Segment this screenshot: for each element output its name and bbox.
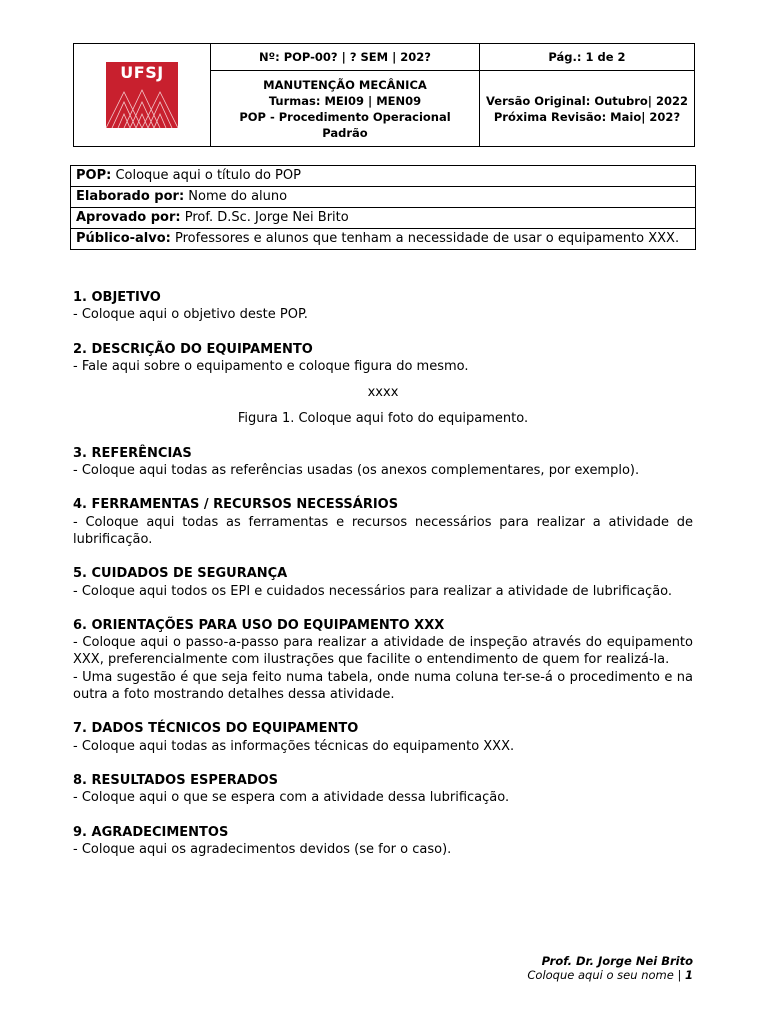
pop-title: Coloque aqui o título do POP xyxy=(115,168,301,183)
footer-author-name: Coloque aqui o seu nome | xyxy=(527,968,682,982)
section-references xyxy=(73,445,693,480)
figure-caption: Figura 1. Coloque aqui foto do equipamento. xyxy=(237,411,529,427)
section-equipment-description xyxy=(73,341,693,428)
section-text: - Coloque aqui o que se espera com a atividade dessa lubrificação. xyxy=(73,790,510,806)
section-acknowledgements xyxy=(73,824,693,859)
section-usage-guidelines xyxy=(73,617,693,703)
footer-page-number: 1 xyxy=(684,968,693,982)
class-list: Turmas: MEI09 | MEN09 xyxy=(268,93,422,108)
audience-text: Professores e alunos que tenham a necessidade de usar o equipamento XXX. xyxy=(175,231,680,246)
section-safety xyxy=(73,565,693,600)
figure-placeholder: xxxx xyxy=(367,385,399,401)
section-title: 8. RESULTADOS ESPERADOS xyxy=(73,772,279,788)
next-revision: Próxima Revisão: Maio| 202? xyxy=(493,109,681,124)
pop-label: POP: xyxy=(76,168,112,183)
section-text: - Coloque aqui os agradecimentos devidos (se for o caso). xyxy=(73,841,452,857)
document-header-table xyxy=(73,43,695,147)
approved-label: Aprovado por: xyxy=(76,210,181,225)
section-tools xyxy=(73,496,693,548)
ufsj-logo xyxy=(106,62,178,128)
pop-type: POP - Procedimento Operacional Padrão xyxy=(239,109,451,140)
section-text: - Fale aqui sobre o equipamento e coloque figura do mesmo. xyxy=(73,358,469,374)
author-label: Elaborado por: xyxy=(76,189,185,204)
section-text: - Coloque aqui todos os EPI e cuidados necessários para realizar a atividade de lubrificação. xyxy=(73,583,673,599)
section-title: 4. FERRAMENTAS / RECURSOS NECESSÁRIOS xyxy=(73,497,399,513)
page-footer xyxy=(527,954,693,982)
section-text: - Coloque aqui o passo-a-passo para realizar a atividade de inspeção através do equipamento XXX, preferencialmente com ilustrações que facilite o entendimento de quem for realizá-la. xyxy=(73,635,693,668)
section-text: - Uma sugestão é que seja feito numa tabela, onde numa coluna ter-se-á o procedimento e na outra a foto mostrando detalhes dessa atividade. xyxy=(73,669,693,703)
section-text: - Coloque aqui todas as ferramentas e recursos necessários para realizar a atividade de lubrificação. xyxy=(73,514,693,547)
section-objective xyxy=(73,289,693,324)
course-info xyxy=(211,71,480,147)
logo-text: UFSJ xyxy=(120,63,164,82)
author-name: Nome do aluno xyxy=(188,189,288,204)
version-info xyxy=(480,71,695,147)
section-title: 9. AGRADECIMENTOS xyxy=(73,824,229,840)
pop-code: Nº: POP-00? | ? SEM | 202? xyxy=(211,44,480,71)
section-title: 6. ORIENTAÇÕES PARA USO DO EQUIPAMENTO XXX xyxy=(73,617,445,633)
logo-cell xyxy=(74,44,211,147)
section-text: - Coloque aqui todas as informações técnicas do equipamento XXX. xyxy=(73,738,515,754)
logo-mountains-icon xyxy=(106,84,178,128)
audience-row xyxy=(71,229,696,250)
course-name: MANUTENÇÃO MECÂNICA xyxy=(263,77,427,92)
section-title: 3. REFERÊNCIAS xyxy=(73,445,192,461)
section-title: 1. OBJETIVO xyxy=(73,290,161,305)
version-original: Versão Original: Outubro| 2022 xyxy=(486,93,688,108)
approved-name: Prof. D.Sc. Jorge Nei Brito xyxy=(184,210,349,225)
document-body xyxy=(73,289,693,875)
section-title: 2. DESCRIÇÃO DO EQUIPAMENTO xyxy=(73,341,313,357)
section-text: - Coloque aqui o objetivo deste POP. xyxy=(73,307,308,323)
section-expected-results xyxy=(73,772,693,807)
pop-title-row xyxy=(71,166,696,187)
section-title: 7. DADOS TÉCNICOS DO EQUIPAMENTO xyxy=(73,721,359,737)
section-title: 5. CUIDADOS DE SEGURANÇA xyxy=(73,566,288,582)
footer-author-line xyxy=(527,968,693,982)
pop-info-table xyxy=(70,165,696,250)
footer-professor: Prof. Dr. Jorge Nei Brito xyxy=(541,954,693,968)
approved-row xyxy=(71,208,696,229)
author-row xyxy=(71,187,696,208)
section-text: - Coloque aqui todas as referências usadas (os anexos complementares, por exemplo). xyxy=(73,463,640,479)
page-indicator: Pág.: 1 de 2 xyxy=(480,44,695,71)
section-technical-data xyxy=(73,720,693,755)
audience-label: Público-alvo: xyxy=(76,231,171,246)
